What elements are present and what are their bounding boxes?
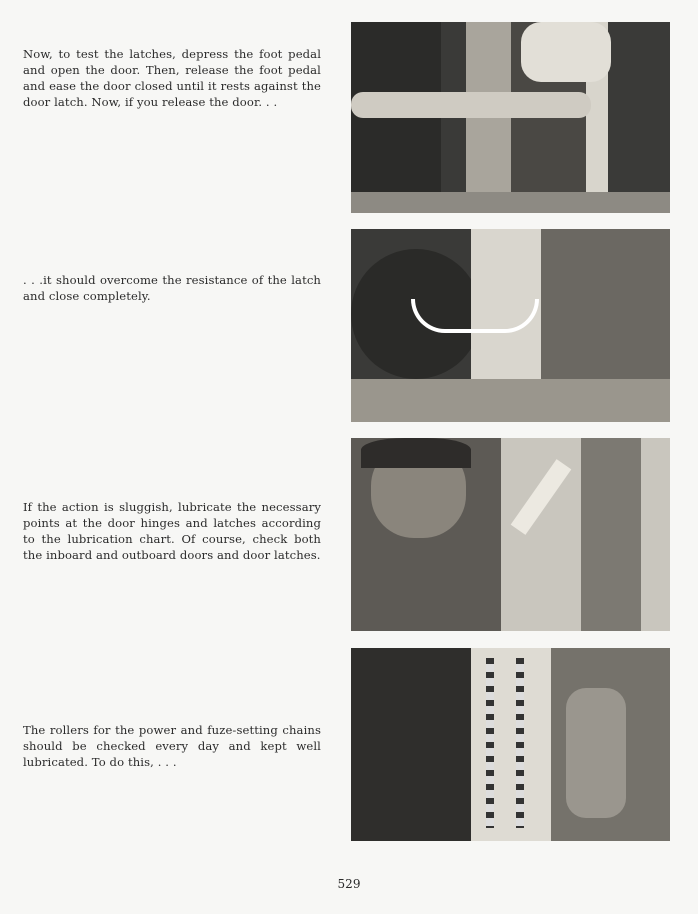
photo-chain-rollers [351, 648, 670, 841]
paragraph-overcome-resistance: . . .it should overcome the resistance of the latch and close completely. [23, 273, 321, 303]
photo-hands-on-door-latch [351, 22, 670, 213]
paragraph-rollers: The rollers for the power and fuze-setting chains should be checked every day and kept well lubricated. To do this, . . . [23, 723, 321, 769]
paragraph-test-latches: Now, to test the latches, depress the foot pedal and open the door. Then, release the foot pedal and ease the door closed until it rests against the door latch. Now, if you release the door. . . [23, 47, 321, 109]
page-number: 529 [337, 877, 361, 891]
photo-door-closing-arrow [351, 229, 670, 422]
paragraph-lubricate: If the action is sluggish, lubricate the necessary points at the door hinges and latches according to the lubrication chart. Of course, check both the inboard and outboard doors and door latches. [23, 500, 321, 562]
photo-mechanic-lubricating [351, 438, 670, 631]
